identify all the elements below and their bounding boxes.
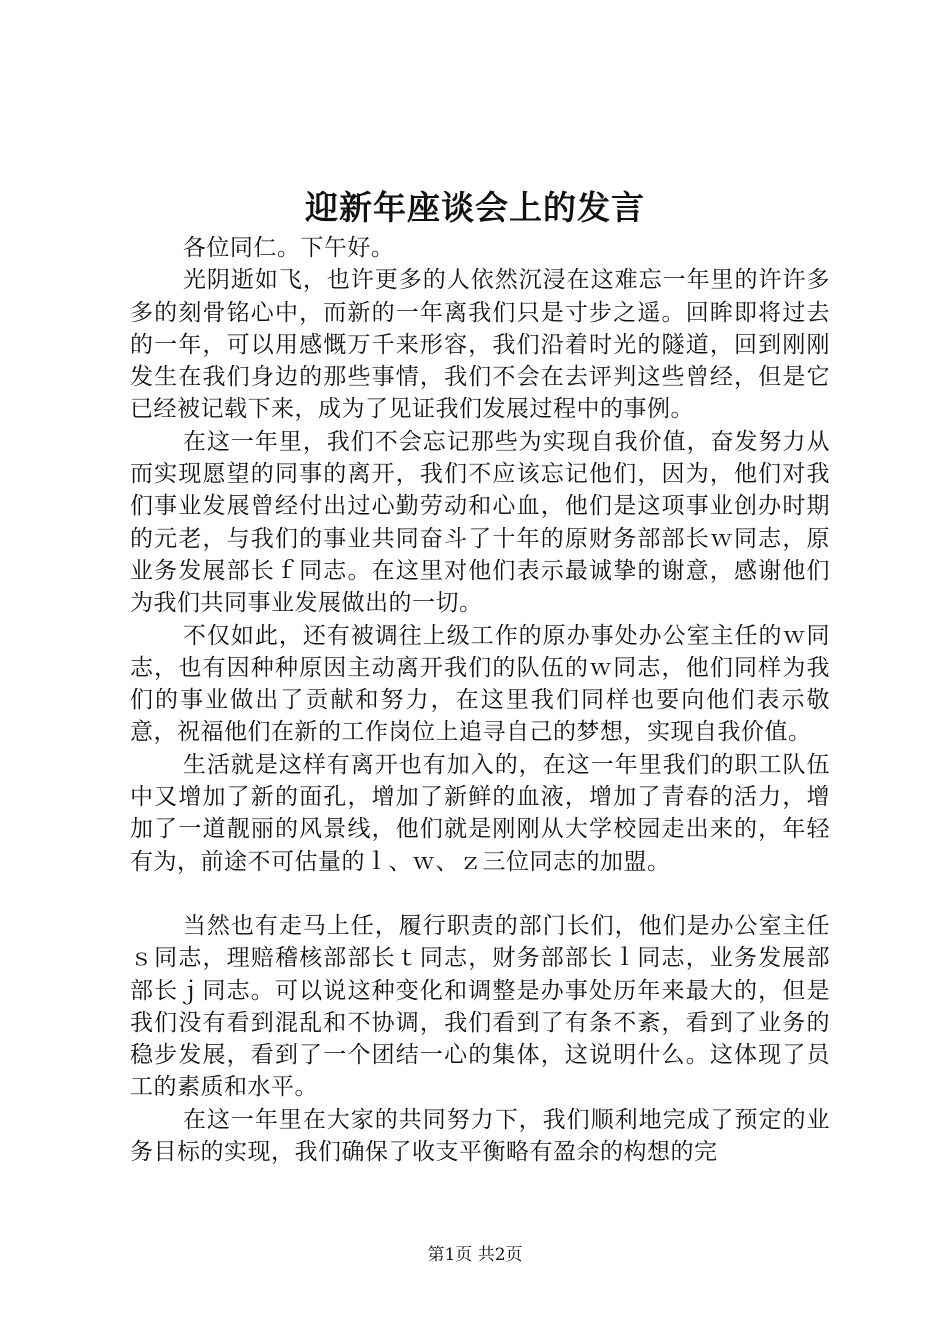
paragraph: 不仅如此，还有被调往上级工作的原办事处办公室主任的ｗ同志，也有因种种原因主动离开我们的队伍的ｗ同志，他们同样为我们的事业做出了贡献和努力，在这里我们同样也要向他们表示敬意，祝福他们在新的工作岗位上追寻自己的梦想，实现自我价值。 — [130, 622, 830, 746]
paragraph: 在这一年里在大家的共同努力下，我们顺利地完成了预定的业务目标的实现，我们确保了收支平衡略有盈余的构想的完 — [130, 1106, 830, 1166]
document-title: 迎新年座谈会上的发言 — [305, 188, 645, 227]
paragraph: 在这一年里，我们不会忘记那些为实现自我价值，奋发努力从而实现愿望的同事的离开，我们不应该忘记他们，因为，他们对我们事业发展曾经付出过心勤劳动和心血，他们是这项事业创办时期的元老，与我们的事业共同奋斗了十年的原财务部部长ｗ同志，原业务发展部长ｆ同志。在这里对他们表示最诚挚的谢意，感谢他们为我们共同事业发展做出的一切。 — [130, 428, 830, 617]
document-body — [130, 232, 830, 1168]
page-footer: 第1页 共2页 — [427, 1245, 523, 1265]
paragraph: 光阴逝如飞，也许更多的人依然沉浸在这难忘一年里的许许多多的刻骨铭心中，而新的一年离我们只是寸步之遥。回眸即将过去的一年，可以用感慨万千来形容，我们沿着时光的隧道，回到刚刚发生在我们身边的那些事情，我们不会在去评判这些曾经，但是它已经被记载下来，成为了见证我们发展过程中的事例。 — [130, 267, 830, 423]
paragraph-greeting: 各位同仁。下午好。 — [182, 235, 395, 261]
paragraph: 当然也有走马上任，履行职责的部门长们，他们是办公室主任ｓ同志，理赔稽核部部长ｔ同志，财务部部长ｌ同志，业务发展部部长ｊ同志。可以说这种变化和调整是办事处历年来最大的，但是我们没有看到混乱和不协调，我们看到了有条不紊，看到了业务的稳步发展，看到了一个团结一心的集体，这说明什么。这体现了员工的素质和水平。 — [130, 912, 830, 1101]
paragraph: 生活就是这样有离开也有加入的，在这一年里我们的职工队伍中又增加了新的面孔，增加了新鲜的血液，增加了青春的活力，增加了一道靓丽的风景线，他们就是刚刚从大学校园走出来的，年轻有为，前途不可估量的ｌ、ｗ、ｚ三位同志的加盟。 — [130, 751, 830, 875]
